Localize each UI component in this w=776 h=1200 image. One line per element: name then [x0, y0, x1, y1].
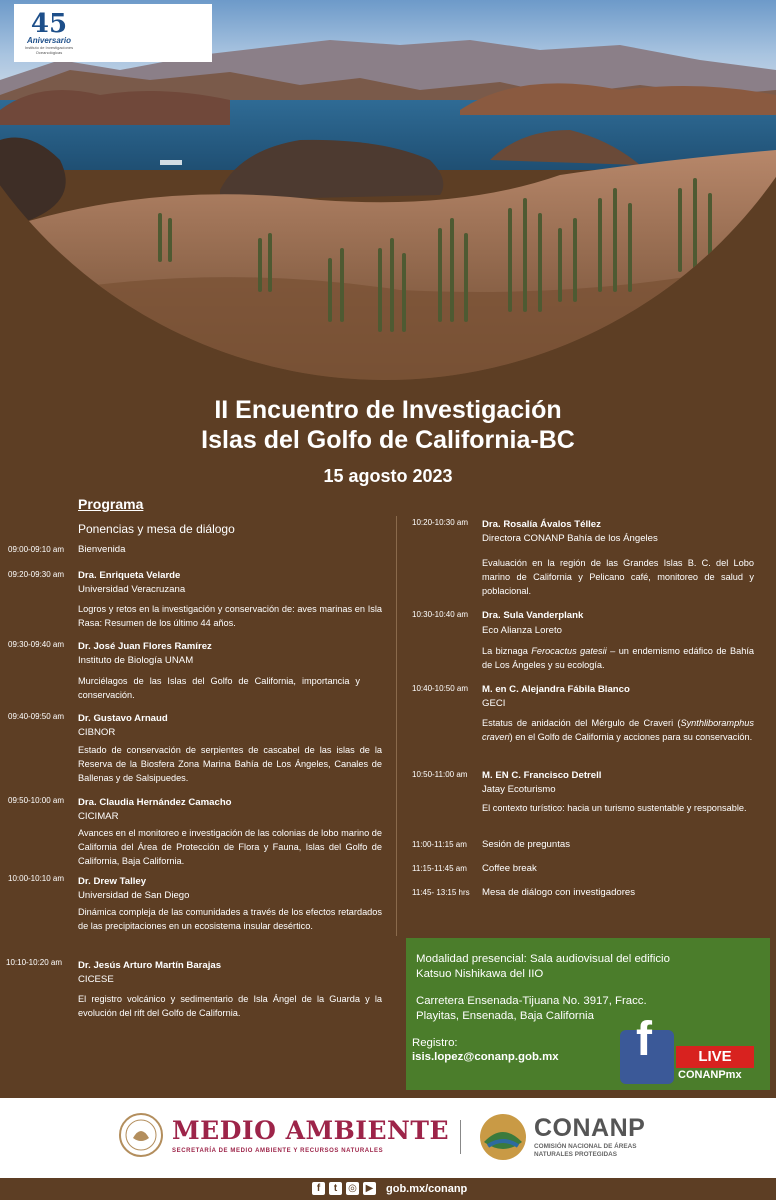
venue-modality: Modalidad presencial: Sala audiovisual del edificio Katsuo Nishikawa del IIO — [416, 953, 670, 980]
talk-description: El registro volcánico y sedimentario de Isla Ángel de la Guarda y la evolución del rift del Golfo de California. — [78, 994, 382, 1018]
facebook-icon[interactable]: f — [312, 1182, 325, 1195]
facebook-icon[interactable] — [620, 1013, 674, 1084]
semarnat-title: MEDIO AMBIENTE — [172, 1116, 450, 1145]
event-title-line1: II Encuentro de Investigación — [214, 396, 562, 424]
registration-email[interactable]: isis.lopez@conanp.gob.mx — [412, 1051, 559, 1063]
speaker-name: Dra. Enriqueta Velarde — [78, 570, 181, 581]
event-title-line2: Islas del Golfo de California-BC — [201, 426, 575, 454]
programa-heading: Programa — [78, 496, 144, 512]
schedule-time: 10:00-10:10 am — [8, 874, 65, 883]
speaker-institution: Directora CONANP Bahía de los Ángeles — [482, 533, 658, 544]
schedule-time: 09:50-10:00 am — [8, 796, 65, 805]
schedule-item: Bienvenida — [78, 544, 126, 555]
schedule-time: 10:50-11:00 am — [412, 770, 468, 779]
speaker-name: Dr. José Juan Flores Ramírez — [78, 641, 212, 652]
speaker-institution: Eco Alianza Loreto — [482, 625, 563, 636]
instagram-icon[interactable]: ◎ — [346, 1182, 359, 1195]
talk-description — [482, 644, 754, 672]
speaker-name: M. en C. Alejandra Fábila Blanco — [482, 684, 630, 695]
talk-description-part: – un endemismo edáfico de Bahía de Los Ángeles y su ecología. — [482, 646, 754, 670]
speaker-name: Dra. Sula Vanderplank — [482, 610, 584, 621]
speaker-institution: CICIMAR — [78, 811, 119, 822]
venue-info-box — [406, 938, 770, 1090]
hero-landscape-image — [0, 0, 776, 380]
schedule-time: 09:20-09:30 am — [8, 570, 65, 579]
talk-description: Estado de conservación de serpientes de cascabel de las islas de la Reserva de la Biosfera Zona Marina Bahía de Los Ángeles, Canales de Ballenas y de Salsipuedes. — [78, 745, 382, 783]
speaker-name: Dr. Gustavo Arnaud — [78, 713, 168, 724]
twitter-icon[interactable]: t — [329, 1182, 342, 1195]
schedule-time: 09:00-09:10 am — [8, 545, 65, 554]
anniversary-logo: 45 Aniversario Instituto de Investigaciones Oceanológicas — [24, 8, 74, 55]
speaker-name: Dra. Rosalía Ávalos Téllez — [482, 519, 601, 530]
facebook-account[interactable]: CONANPmx — [678, 1069, 742, 1081]
schedule-item: Sesión de preguntas — [482, 839, 571, 850]
event-date: 15 agosto 2023 — [323, 466, 453, 486]
schedule-time: 09:30-09:40 am — [8, 640, 65, 649]
footer-separator — [460, 1120, 461, 1154]
website-link[interactable]: gob.mx/conanp — [386, 1182, 468, 1195]
talk-description: Avances en el monitoreo e investigación de las colonias de lobo marino de California del Área de Protección de Flora y Fauna, Islas del Golfo de California, Baja California. — [78, 828, 382, 866]
talk-description-part: La biznaga — [482, 646, 532, 656]
schedule-time: 11:00-11:15 am — [412, 840, 467, 849]
speaker-institution: Instituto de Biología UNAM — [78, 655, 194, 666]
mexico-coat-of-arms-icon — [118, 1112, 164, 1158]
talk-description: El contexto turístico: hacia un turismo sustentable y responsable. — [482, 803, 747, 813]
talk-description: Dinámica compleja de las comunidades a través de los efectos retardados de las precipitaciones en un ecosistema insular desértico. — [78, 907, 382, 931]
schedule-time: 10:30-10:40 am — [412, 610, 469, 619]
talk-description: Evaluación en la región de las Grandes Islas B. C. del Lobo marino de California y Pelicano café, monitoreo de salud y poblacional. — [482, 558, 754, 596]
schedule-time: 09:40-09:50 am — [8, 712, 65, 721]
column-divider — [396, 516, 397, 936]
speaker-name: Dr. Drew Talley — [78, 876, 147, 887]
footer — [0, 1098, 776, 1178]
programa-subtitle: Ponencias y mesa de diálogo — [78, 522, 235, 536]
talk-description: Murciélagos de las Islas del Golfo de California, importancia y conservación. — [78, 676, 360, 700]
talk-description-part: ) en el Golfo de California y acciones para su conservación. — [509, 732, 753, 742]
schedule-time: 10:20-10:30 am — [412, 518, 469, 527]
conanp-logo-icon — [478, 1112, 528, 1162]
venue-address: Carretera Ensenada-Tijuana No. 3917, Fracc. Playitas, Ensenada, Baja California — [416, 995, 647, 1022]
schedule-time: 11:45- 13:15 hrs — [412, 888, 470, 897]
speaker-institution: CICESE — [78, 974, 114, 985]
species-name: Ferocactus gatesii — [531, 646, 607, 656]
schedule-time: 10:40-10:50 am — [412, 684, 469, 693]
facebook-glyph: f — [636, 1013, 652, 1066]
schedule-time: 11:15-11:45 am — [412, 864, 467, 873]
schedule-item: Coffee break — [482, 863, 537, 874]
species-name: Synthliboramphus craveri — [482, 718, 754, 742]
semarnat-subtitle: SECRETARÍA DE MEDIO AMBIENTE Y RECURSOS NATURALES — [172, 1148, 384, 1154]
talk-description-part: Estatus de anidación del Mérgulo de Craveri ( — [482, 718, 681, 728]
registration-label: Registro: — [412, 1037, 458, 1049]
conanp-subtitle: COMISIÓN NACIONAL DE ÁREAS NATURALES PROTEGIDAS — [534, 1143, 637, 1158]
partner-logos — [14, 4, 212, 62]
schedule-item: Mesa de diálogo con investigadores — [482, 887, 636, 898]
speaker-institution: Universidad Veracruzana — [78, 584, 186, 595]
speaker-name: Dra. Claudia Hernández Camacho — [78, 797, 232, 808]
youtube-icon[interactable]: ▶ — [363, 1182, 376, 1195]
speaker-name: M. EN C. Francisco Detrell — [482, 770, 602, 781]
conanp-title: CONANP — [534, 1114, 646, 1142]
speaker-institution: GECI — [482, 698, 506, 709]
talk-description — [482, 716, 754, 744]
live-badge: LIVE — [676, 1046, 754, 1068]
speaker-institution: Jatay Ecoturismo — [482, 784, 556, 795]
speaker-institution: Universidad de San Diego — [78, 890, 190, 901]
speaker-institution: CIBNOR — [78, 727, 116, 738]
speaker-name: Dr. Jesús Arturo Martín Barajas — [78, 960, 222, 971]
talk-description: Logros y retos en la investigación y conservación de: aves marinas en Isla Rasa: Resumen de los último 44 años. — [78, 604, 382, 628]
schedule-time: 10:10-10:20 am — [6, 958, 63, 967]
social-bar — [0, 1178, 776, 1200]
